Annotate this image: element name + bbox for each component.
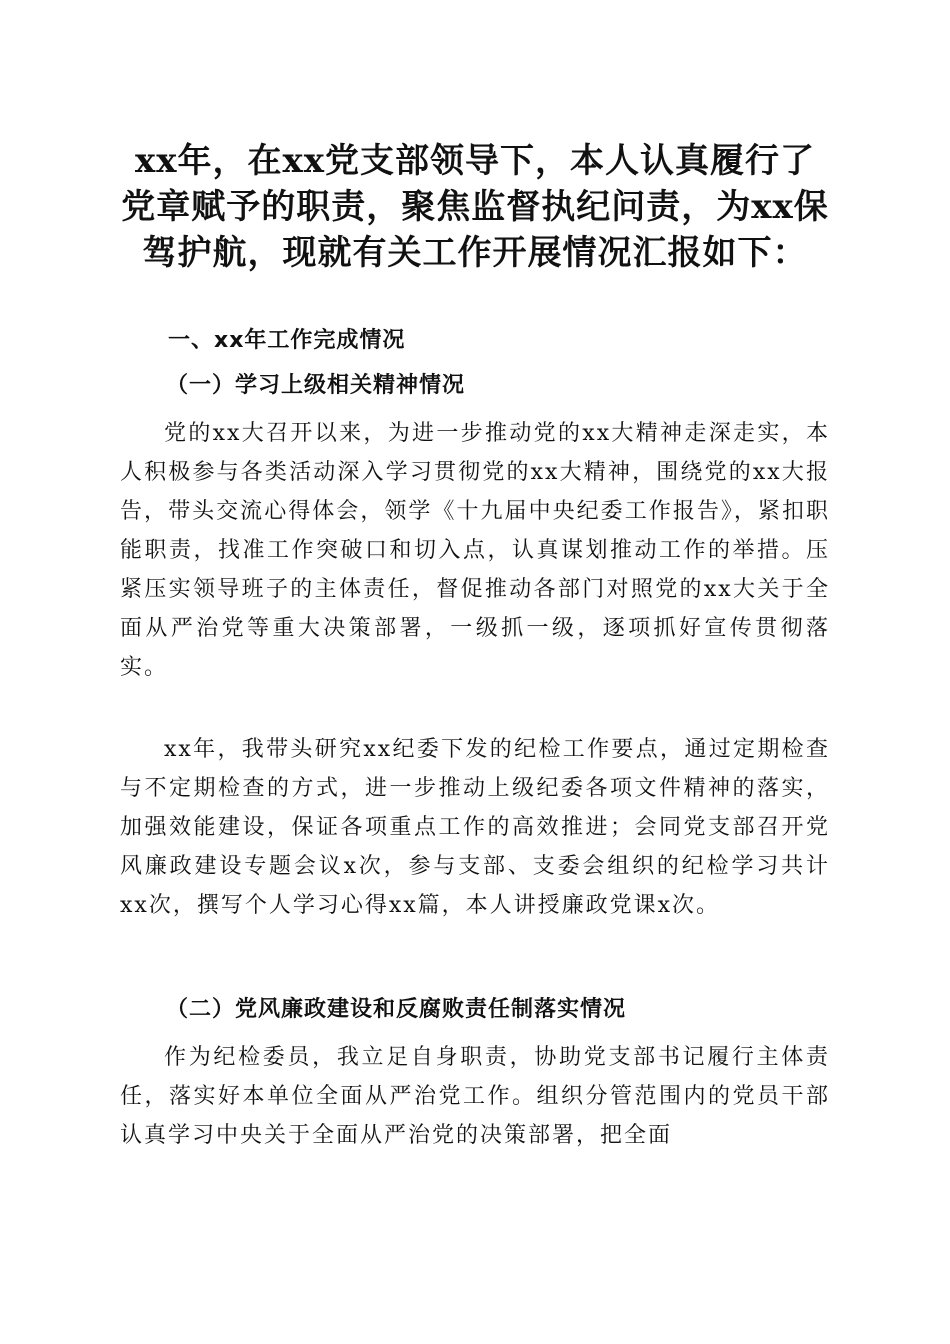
body-paragraph: 作为纪检委员，我立足自身职责，协助党支部书记履行主体责任，落实好本单位全面从严治党工作。组织分管范围内的党员干部认真学习中央关于全面从严治党的决策部署，把全面 [120,1045,830,1148]
body-paragraph: xx年，我带头研究xx纪委下发的纪检工作要点，通过定期检查与不定期检查的方式，进一步推动上级纪委各项文件精神的落实，加强效能建设，保证各项重点工作的高效推进；会同党支部召开党风廉政建设专题会议x次，参与支部、支委会组织的纪检学习共计xx次，撰写个人学习心得xx篇，本人讲授廉政党课x次。 [120,737,830,918]
subsection-heading: （一）学习上级相关精神情况 [166,372,466,398]
section-heading: 一、xx年工作完成情况 [168,328,406,353]
subsection-heading: （二）党风廉政建设和反腐败责任制落实情况 [166,996,627,1022]
document-title: xx年，在xx党支部领导下，本人认真履行了党章赋予的职责，聚焦监督执纪问责，为xx保驾护航，现就有关工作开展情况汇报如下： [121,141,829,273]
body-paragraph: 党的xx大召开以来，为进一步推动党的xx大精神走深走实，本人积极参与各类活动深入学习贯彻党的xx大精神，围绕党的xx大报告，带头交流心得体会，领学《十九届中央纪委工作报告》，紧扣职能职责，找准工作突破口和切入点，认真谋划推动工作的举措。压紧压实领导班子的主体责任，督促推动各部门对照党的xx大关于全面从严治党等重大决策部署，一级抓一级，逐项抓好宣传贯彻落实。 [120,421,830,680]
